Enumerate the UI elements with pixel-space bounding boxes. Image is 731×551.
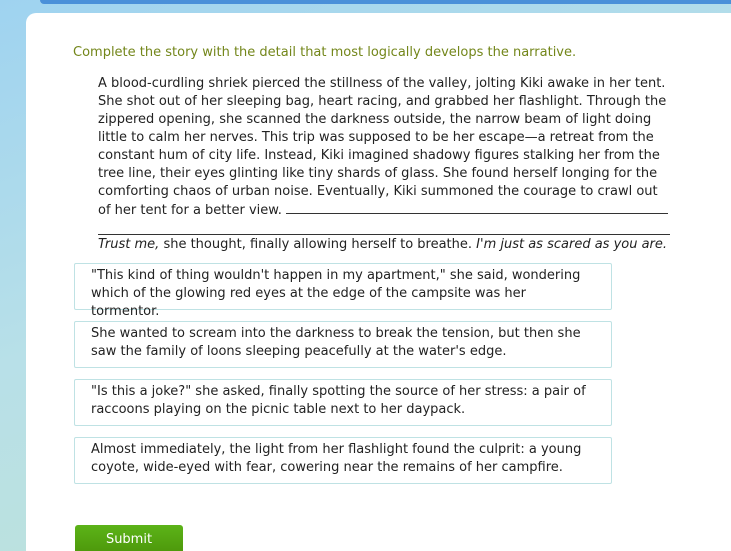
answer-option-text: Almost immediately, the light from her flashlight found the culprit: a young coyote, wide-eyed with fear, cowering near the remains of her campfire. xyxy=(91,442,582,475)
answer-option-4[interactable] xyxy=(74,437,612,484)
answer-option-1[interactable] xyxy=(74,263,612,319)
closing-middle: she thought, finally allowing herself to breathe. xyxy=(159,237,477,252)
closing-italic-start: Trust me, xyxy=(98,237,160,252)
question-instruction: Complete the story with the detail that most logically develops the narrative. xyxy=(73,45,577,60)
blank-line xyxy=(98,234,670,235)
story-passage-text: A blood-curdling shriek pierced the stillness of the valley, jolting Kiki awake in her tent. She shot out of her sleeping bag, heart racing, and grabbed her flashlight. Through the zippered opening, she scanned the darkness outside, the narrow beam of light doing little to calm her nerves. This trip was supposed to be her escape—a retreat from the constant hum of city life. Instead, Kiki imagined shadowy figures stalking her from the tree line, their eyes glinting like tiny shards of glass. She found herself longing for the comforting chaos of urban noise. Eventually, Kiki summoned the courage to crawl out of her tent for a better view. xyxy=(98,76,667,218)
submit-button[interactable]: Submit xyxy=(75,525,183,551)
story-passage xyxy=(98,75,673,220)
closing-italic-end: I'm just as scared as you are. xyxy=(476,237,668,252)
answer-blank xyxy=(286,201,668,214)
answer-option-2[interactable] xyxy=(74,321,612,368)
answer-option-text: She wanted to scream into the darkness to break the tension, but then she saw the family of loons sleeping peacefully at the water's edge. xyxy=(91,326,581,359)
top-accent-bar xyxy=(40,0,731,4)
answer-option-3[interactable] xyxy=(74,379,612,426)
answer-option-text: "This kind of thing wouldn't happen in my apartment," she said, wondering which of the glowing red eyes at the edge of the campsite was her tormentor. xyxy=(91,268,581,319)
story-closing xyxy=(98,237,667,252)
answer-option-text: "Is this a joke?" she asked, finally spotting the source of her stress: a pair of raccoons playing on the picnic table next to her daypack. xyxy=(91,384,586,417)
